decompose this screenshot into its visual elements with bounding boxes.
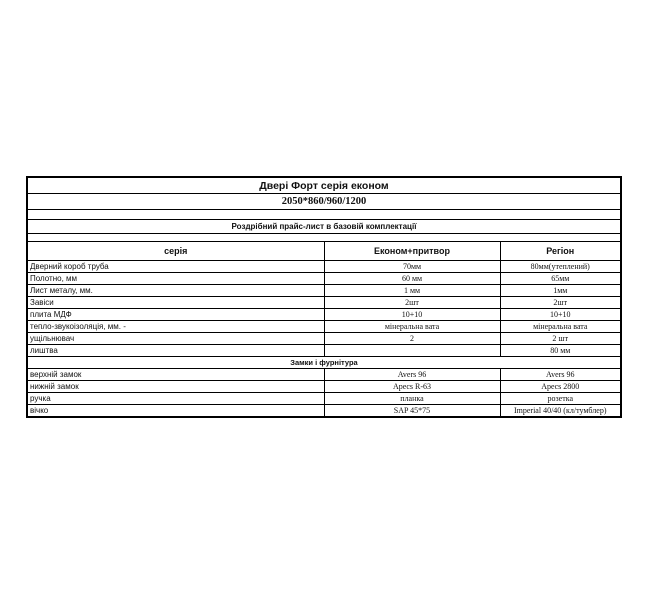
section-title: Замки і фурнітура [28, 357, 620, 369]
table-row [28, 309, 620, 321]
price-list-subtitle: Роздрібний прайс-лист в базовій комплектації [28, 220, 620, 234]
econom-value: 70мм [324, 261, 500, 273]
econom-value: 2 [324, 333, 500, 345]
spacer [28, 234, 620, 242]
econom-value: Apecs R-63 [324, 381, 500, 393]
econom-value: SAP 45*75 [324, 405, 500, 417]
region-value: 65мм [500, 273, 620, 285]
table-row [28, 381, 620, 393]
section-row [28, 357, 620, 369]
table-row [28, 393, 620, 405]
row-label: ручка [28, 393, 324, 405]
region-value: 10+10 [500, 309, 620, 321]
row-label: нижній замок [28, 381, 324, 393]
table-row [28, 405, 620, 417]
price-table [28, 242, 620, 416]
region-value: 80 мм [500, 345, 620, 357]
row-label: плита МДФ [28, 309, 324, 321]
table-row [28, 321, 620, 333]
row-label: тепло-звукоізоляція, мм. - [28, 321, 324, 333]
door-dimensions: 2050*860/960/1200 [28, 194, 620, 210]
row-label: Дверний короб труба [28, 261, 324, 273]
column-header-series: серія [28, 242, 324, 261]
table-row [28, 333, 620, 345]
table-row [28, 297, 620, 309]
region-value: Avers 96 [500, 369, 620, 381]
row-label: ущільнювач [28, 333, 324, 345]
row-label: верхній замок [28, 369, 324, 381]
table-row [28, 273, 620, 285]
region-value: мінеральна вата [500, 321, 620, 333]
econom-value: 60 мм [324, 273, 500, 285]
region-value: розетка [500, 393, 620, 405]
header-row [28, 242, 620, 261]
row-label: Полотно, мм [28, 273, 324, 285]
table-row [28, 261, 620, 273]
row-label: Лист металу, мм. [28, 285, 324, 297]
region-value: 2шт [500, 297, 620, 309]
region-value: 2 шт [500, 333, 620, 345]
region-value: Imperial 40/40 (кл/тумблер) [500, 405, 620, 417]
column-header-econom: Економ+притвор [324, 242, 500, 261]
econom-value: 2шт [324, 297, 500, 309]
spacer [28, 210, 620, 220]
row-label: вічко [30, 406, 49, 415]
table-row [28, 345, 620, 357]
column-header-region: Регіон [500, 242, 620, 261]
table-row [28, 369, 620, 381]
region-value: 80мм(утеплений) [500, 261, 620, 273]
doc-title: Двері Форт серія економ [28, 178, 620, 194]
row-label: лиштва [28, 345, 324, 357]
region-value: Apecs 2800 [500, 381, 620, 393]
econom-value: 10+10 [324, 309, 500, 321]
row-label: Завіси [28, 297, 324, 309]
econom-value: планка [324, 393, 500, 405]
table-row [28, 285, 620, 297]
region-value: 1мм [500, 285, 620, 297]
econom-value: 1 мм [324, 285, 500, 297]
price-list-sheet [26, 176, 622, 418]
econom-value [324, 345, 500, 357]
econom-value: мінеральна вата [324, 321, 500, 333]
econom-value: Avers 96 [324, 369, 500, 381]
